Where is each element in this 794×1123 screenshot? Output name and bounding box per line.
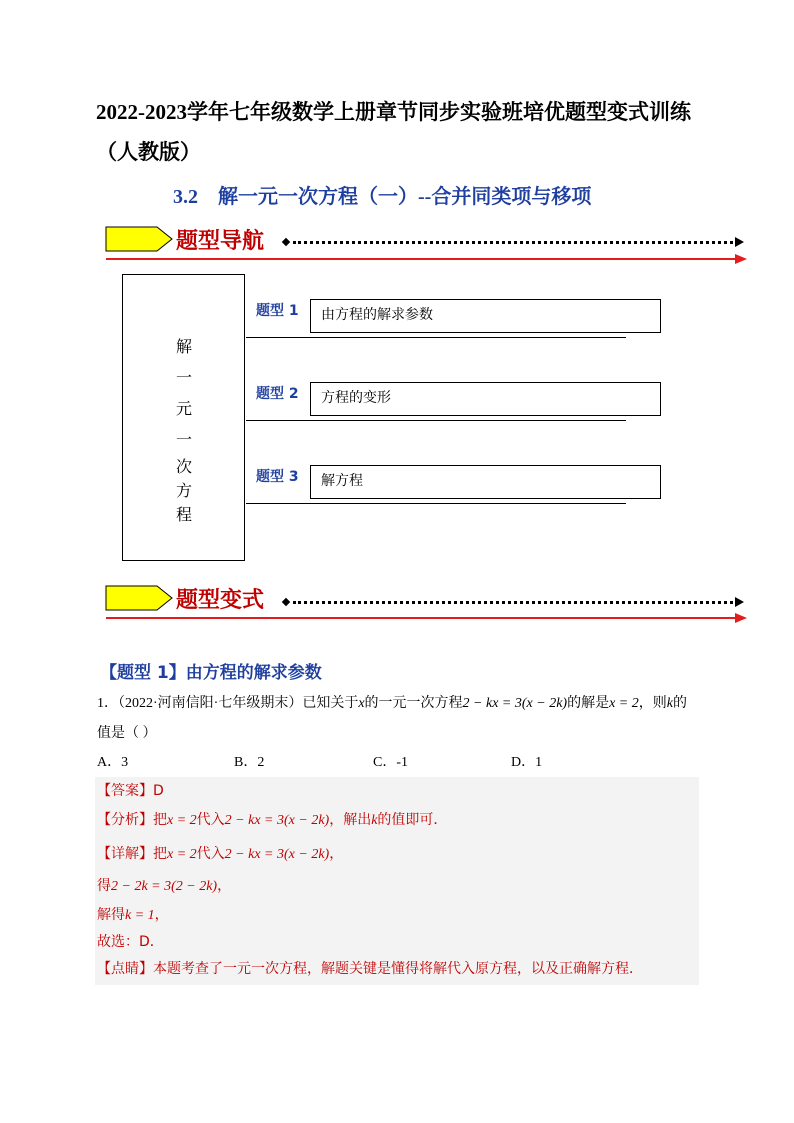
topic-char: 解 [175,337,192,356]
analysis-text: 代入 [196,812,225,828]
analysis-line [97,810,447,831]
analysis-text: ，解出 [329,812,372,828]
math-equation: k = 1 [125,908,155,923]
option-d[interactable]: D．1 [511,755,543,770]
question-text: 的解是 [567,696,610,711]
type-3-label: 题型 3 [256,469,299,485]
step-prefix: 得 [97,878,111,894]
document-title: 2022-2023学年七年级数学上册章节同步实验班培优题型变式训练（人教版） [96,100,691,164]
yellow-arrow-tag-icon [105,226,173,252]
math-equation: 2 − kx = 3(x − 2k) [224,847,330,862]
question-text: 已知关于 [302,696,359,711]
topic-vertical-text [169,331,199,527]
option-c[interactable]: C．-1 [373,755,408,770]
type-3-underline [246,503,626,504]
math-var: x [358,696,365,711]
step-prefix: 解得 [97,907,125,923]
detail-prefix: 【详解】把 [97,846,167,862]
topic-char: 方 [175,481,192,500]
math-equation: 2 − kx = 3(x − 2k) [224,813,330,828]
question-text: ，则 [638,696,667,711]
type-1-underline [246,337,626,338]
arrowhead-icon [735,237,744,247]
math-solution: x = 2 [167,813,197,828]
step-text: ， [217,878,232,894]
step-text: ， [154,907,169,923]
analysis-prefix: 【分析】把 [97,812,167,828]
detail-text: ， [329,846,344,862]
dotted-rule [293,241,733,244]
math-solution: x = 2 [167,847,197,862]
math-solution: x = 2 [609,696,639,711]
arrowhead-icon [735,597,744,607]
red-arrowhead-icon [735,254,747,264]
comment-line: 【点睛】本题考查了一元一次方程，解题关键是懂得将解代入原方程，以及正确解方程． [97,961,643,977]
type-3-box[interactable]: 解方程 [310,465,661,499]
diamond-icon [282,598,290,606]
topic-char: 元 [175,399,192,418]
step-1-line [97,876,231,897]
choice-line: 故选：D． [97,934,164,950]
question-1 [97,694,707,714]
step-2-line [97,905,169,926]
option-a[interactable]: A．3 [97,755,129,770]
type-1-box[interactable]: 由方程的解求参数 [310,299,661,333]
banner-nav-label: 题型导航 [176,229,265,254]
math-equation: 2 − 2k = 3(2 − 2k) [111,879,218,894]
question-line-2: 值是（ ） [97,726,157,741]
type-2-box[interactable]: 方程的变形 [310,382,661,416]
math-var: k [666,696,673,711]
red-rule [106,617,736,619]
topic-char: 次 [175,457,192,476]
type-1-label: 题型 1 [256,303,299,319]
section-subtitle: 3.2 解一元一次方程（一）--合并同类项与移项 [173,186,592,208]
dotted-rule [293,601,733,604]
answer-line: 【答案】D [97,783,164,799]
detail-line [97,844,343,865]
diamond-icon [282,238,290,246]
topic-char: 一 [175,368,192,387]
question-text: 的 [672,696,687,711]
option-b[interactable]: B．2 [234,755,265,770]
red-rule [106,258,736,260]
math-equation: 2 − kx = 3(x − 2k) [462,696,568,711]
yellow-arrow-tag-icon [105,585,173,611]
question-source: （2022·河南信阳·七年级期末） [118,696,303,711]
analysis-text: 的值即可． [377,812,448,828]
red-arrowhead-icon [735,613,747,623]
section-1-heading: 【题型 1】由方程的解求参数 [100,663,322,683]
type-2-label: 题型 2 [256,386,299,402]
math-var: k [371,813,378,828]
question-text: 的一元一次方程 [364,696,463,711]
topic-char: 程 [175,505,192,524]
question-number: 1． [97,696,118,711]
type-2-underline [246,420,626,421]
topic-char: 一 [175,430,192,449]
detail-text: 代入 [196,846,225,862]
banner-variant-label: 题型变式 [176,588,265,613]
